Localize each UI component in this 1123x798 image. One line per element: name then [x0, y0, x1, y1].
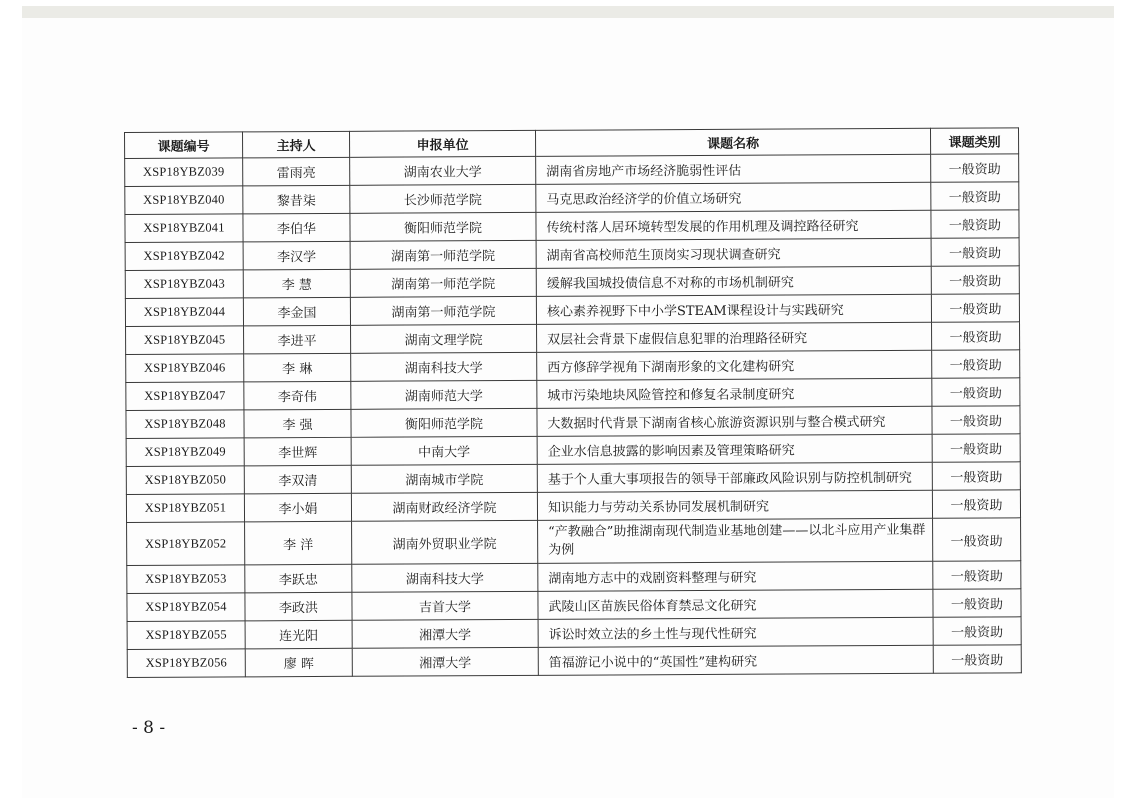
cell-name: “产教融合”助推湖南现代制造业基地创建——以北斗应用产业集群为例: [538, 518, 933, 563]
cell-category: 一般资助: [932, 378, 1020, 406]
cell-category: 一般资助: [931, 266, 1019, 294]
cell-name: 缓解我国城投债信息不对称的市场机制研究: [536, 266, 931, 296]
cell-category: 一般资助: [932, 490, 1020, 518]
header-name: 课题名称: [535, 128, 930, 156]
cell-name: 湖南地方志中的戏剧资料整理与研究: [538, 561, 933, 591]
cell-code: XSP18YBZ051: [126, 494, 244, 523]
cell-code: XSP18YBZ039: [125, 158, 243, 187]
cell-code: XSP18YBZ052: [127, 522, 245, 566]
cell-name: 双层社会背景下虚假信息犯罪的治理路径研究: [537, 322, 932, 352]
cell-name: 马克思政治经济学的价值立场研究: [536, 182, 931, 212]
cell-code: XSP18YBZ048: [126, 410, 244, 439]
cell-category: 一般资助: [932, 350, 1020, 378]
cell-code: XSP18YBZ042: [125, 242, 243, 271]
cell-category: 一般资助: [932, 434, 1020, 462]
cell-name: 诉讼时效立法的乡土性与现代性研究: [538, 617, 933, 647]
cell-category: 一般资助: [931, 238, 1019, 266]
cell-category: 一般资助: [933, 645, 1021, 673]
cell-category: 一般资助: [932, 462, 1020, 490]
cell-host: 李汉学: [243, 241, 350, 270]
cell-name: 武陵山区苗族民俗体育禁忌文化研究: [538, 589, 933, 619]
cell-category: 一般资助: [933, 561, 1021, 589]
cell-unit: 湖南城市学院: [351, 464, 537, 493]
cell-code: XSP18YBZ040: [125, 186, 243, 215]
cell-name: 传统村落人居环境转型发展的作用机理及调控路径研究: [536, 210, 931, 240]
cell-code: XSP18YBZ053: [127, 565, 245, 594]
cell-unit: 湖南科技大学: [351, 352, 537, 381]
cell-name: 笛福游记小说中的“英国性”建构研究: [538, 645, 933, 675]
cell-host: 雷雨亮: [243, 157, 350, 186]
cell-name: 城市污染地块风险管控和修复名录制度研究: [537, 378, 932, 408]
cell-category: 一般资助: [931, 294, 1019, 322]
cell-category: 一般资助: [933, 589, 1021, 617]
cell-category: 一般资助: [931, 210, 1019, 238]
cell-unit: 衡阳师范学院: [351, 408, 537, 437]
cell-name: 核心素养视野下中小学STEAM课程设计与实践研究: [536, 294, 931, 324]
table-body: [125, 154, 1022, 678]
cell-code: XSP18YBZ041: [125, 214, 243, 243]
header-category: 课题类别: [930, 128, 1018, 154]
cell-category: 一般资助: [933, 518, 1021, 561]
cell-code: XSP18YBZ050: [126, 466, 244, 495]
cell-code: XSP18YBZ049: [126, 438, 244, 467]
header-unit: 申报单位: [349, 130, 535, 157]
page-number: - 8 -: [132, 718, 166, 738]
cell-host: 李奇伟: [244, 381, 351, 410]
project-list-table-wrapper: [124, 127, 1022, 678]
cell-name: 西方修辞学视角下湖南形象的文化建构研究: [537, 350, 932, 380]
cell-code: XSP18YBZ045: [126, 326, 244, 355]
cell-host: 连光阳: [245, 620, 352, 649]
cell-name: 知识能力与劳动关系协同发展机制研究: [537, 490, 932, 520]
cell-code: XSP18YBZ044: [125, 298, 243, 327]
cell-category: 一般资助: [932, 406, 1020, 434]
header-code: 课题编号: [125, 132, 243, 159]
cell-unit: 湖南科技大学: [352, 563, 538, 592]
table-row: [127, 645, 1021, 678]
cell-code: XSP18YBZ043: [125, 270, 243, 299]
cell-unit: 湖南第一师范学院: [350, 296, 536, 325]
cell-host: 廖 晖: [245, 648, 352, 677]
cell-name: 湖南省高校师范生顶岗实习现状调查研究: [536, 238, 931, 268]
cell-category: 一般资助: [931, 154, 1019, 182]
cell-host: 李 慧: [243, 269, 350, 298]
cell-unit: 湖南农业大学: [350, 156, 536, 185]
cell-host: 李政洪: [245, 592, 352, 621]
cell-code: XSP18YBZ055: [127, 621, 245, 650]
cell-unit: 长沙师范学院: [350, 184, 536, 213]
cell-host: 李 强: [244, 409, 351, 438]
cell-host: 李 琳: [244, 353, 351, 382]
cell-code: XSP18YBZ054: [127, 593, 245, 622]
cell-unit: 湖南师范大学: [351, 380, 537, 409]
cell-category: 一般资助: [932, 322, 1020, 350]
cell-host: 李小娟: [244, 493, 351, 522]
cell-host: 李金国: [243, 297, 350, 326]
cell-code: XSP18YBZ047: [126, 382, 244, 411]
cell-unit: 湖南文理学院: [351, 324, 537, 353]
cell-host: 李伯华: [243, 213, 350, 242]
table-row: [127, 518, 1021, 566]
cell-unit: 湖南第一师范学院: [350, 268, 536, 297]
cell-code: XSP18YBZ046: [126, 354, 244, 383]
cell-unit: 湖南财政经济学院: [351, 492, 537, 521]
cell-name: 大数据时代背景下湖南省核心旅游资源识别与整合模式研究: [537, 406, 932, 436]
cell-unit: 湘潭大学: [352, 647, 538, 676]
cell-unit: 湖南第一师范学院: [350, 240, 536, 269]
cell-category: 一般资助: [931, 182, 1019, 210]
cell-name: 湖南省房地产市场经济脆弱性评估: [536, 154, 931, 184]
cell-host: 李进平: [244, 325, 351, 354]
cell-name: 基于个人重大事项报告的领导干部廉政风险识别与防控机制研究: [537, 462, 932, 492]
cell-unit: 吉首大学: [352, 591, 538, 620]
cell-unit: 湖南外贸职业学院: [352, 520, 538, 564]
cell-host: 李双清: [244, 465, 351, 494]
cell-name: 企业水信息披露的影响因素及管理策略研究: [537, 434, 932, 464]
cell-host: 李世辉: [244, 437, 351, 466]
cell-host: 李 洋: [245, 521, 352, 565]
cell-unit: 中南大学: [351, 436, 537, 465]
cell-category: 一般资助: [933, 617, 1021, 645]
cell-host: 黎昔柒: [243, 185, 350, 214]
cell-code: XSP18YBZ056: [127, 649, 245, 678]
header-host: 主持人: [243, 131, 350, 158]
project-list-table: [124, 127, 1022, 678]
cell-host: 李跃忠: [245, 564, 352, 593]
cell-unit: 衡阳师范学院: [350, 212, 536, 241]
cell-unit: 湘潭大学: [352, 619, 538, 648]
